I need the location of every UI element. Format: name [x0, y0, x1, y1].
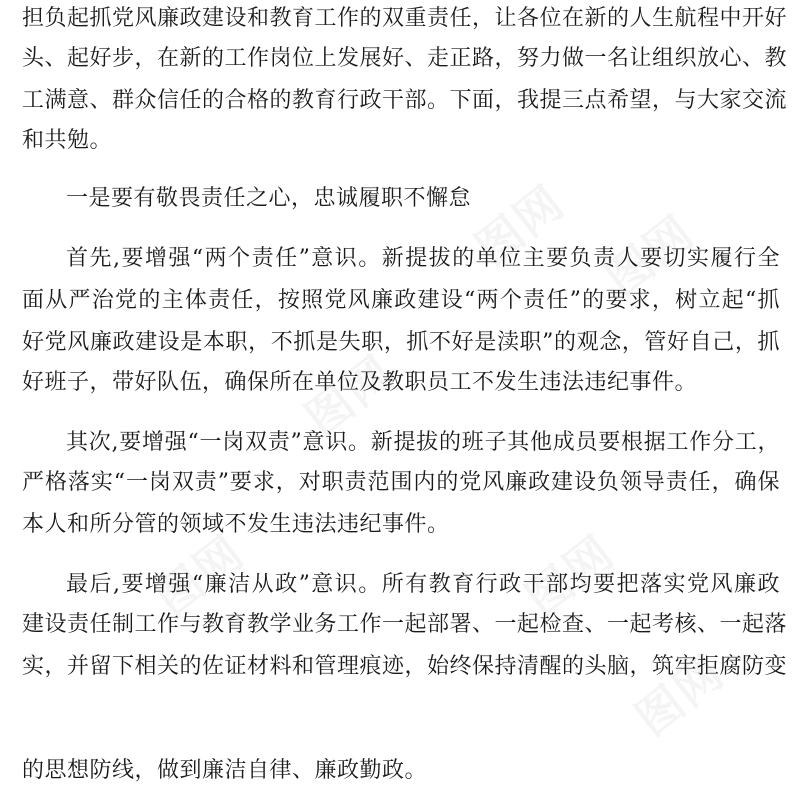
- body-text-line: 的思想防线，做到廉洁自律、廉政勤政。: [22, 758, 428, 783]
- section-heading: 一是要有敬畏责任之心，忠诚履职不懈怠: [66, 186, 472, 211]
- body-text-line: 好党风廉政建设是本职，不抓是失职，抓不好是渎职”的观念，管好自己，抓: [22, 330, 780, 355]
- body-text-line: 最后,要增强“廉洁从政”意识。所有教育行政干部均要把落实党风廉政: [66, 572, 780, 597]
- body-text-line: 建设责任制工作与教育教学业务工作一起部署、一起检查、一起考核、一起落: [22, 612, 788, 637]
- body-text-line: 严格落实“一岗双责”要求，对职责范围内的党风廉政建设负领导责任，确保: [22, 470, 780, 495]
- body-text-line: 首先,要增强“两个责任”意识。新提拔的单位主要负责人要切实履行全: [66, 246, 780, 271]
- body-text-line: 实，并留下相关的佐证材料和管理痕迹，始终保持清醒的头脑，筑牢拒腐防变: [22, 654, 788, 679]
- body-text-line: 本人和所分管的领域不发生违法违纪事件。: [22, 512, 450, 537]
- body-text-line: 头、起好步，在新的工作岗位上发展好、走正路，努力做一名让组织放心、教: [22, 46, 788, 71]
- body-text-line: 好班子，带好队伍，确保所在单位及教职员工不发生违法违纪事件。: [22, 370, 698, 395]
- body-text-line: 面从严治党的主体责任，按照党风廉政建设“两个责任”的要求，树立起“抓: [22, 288, 780, 313]
- body-text-line: 工满意、群众信任的合格的教育行政干部。下面，我提三点希望，与大家交流: [22, 88, 788, 113]
- body-text-line: 其次,要增强“一岗双责”意识。新提拔的班子其他成员要根据工作分工，: [66, 430, 780, 455]
- body-text-line: 担负起抓党风廉政建设和教育工作的双重责任，让各位在新的人生航程中开好: [22, 6, 788, 31]
- body-text-line: 和共勉。: [22, 128, 113, 153]
